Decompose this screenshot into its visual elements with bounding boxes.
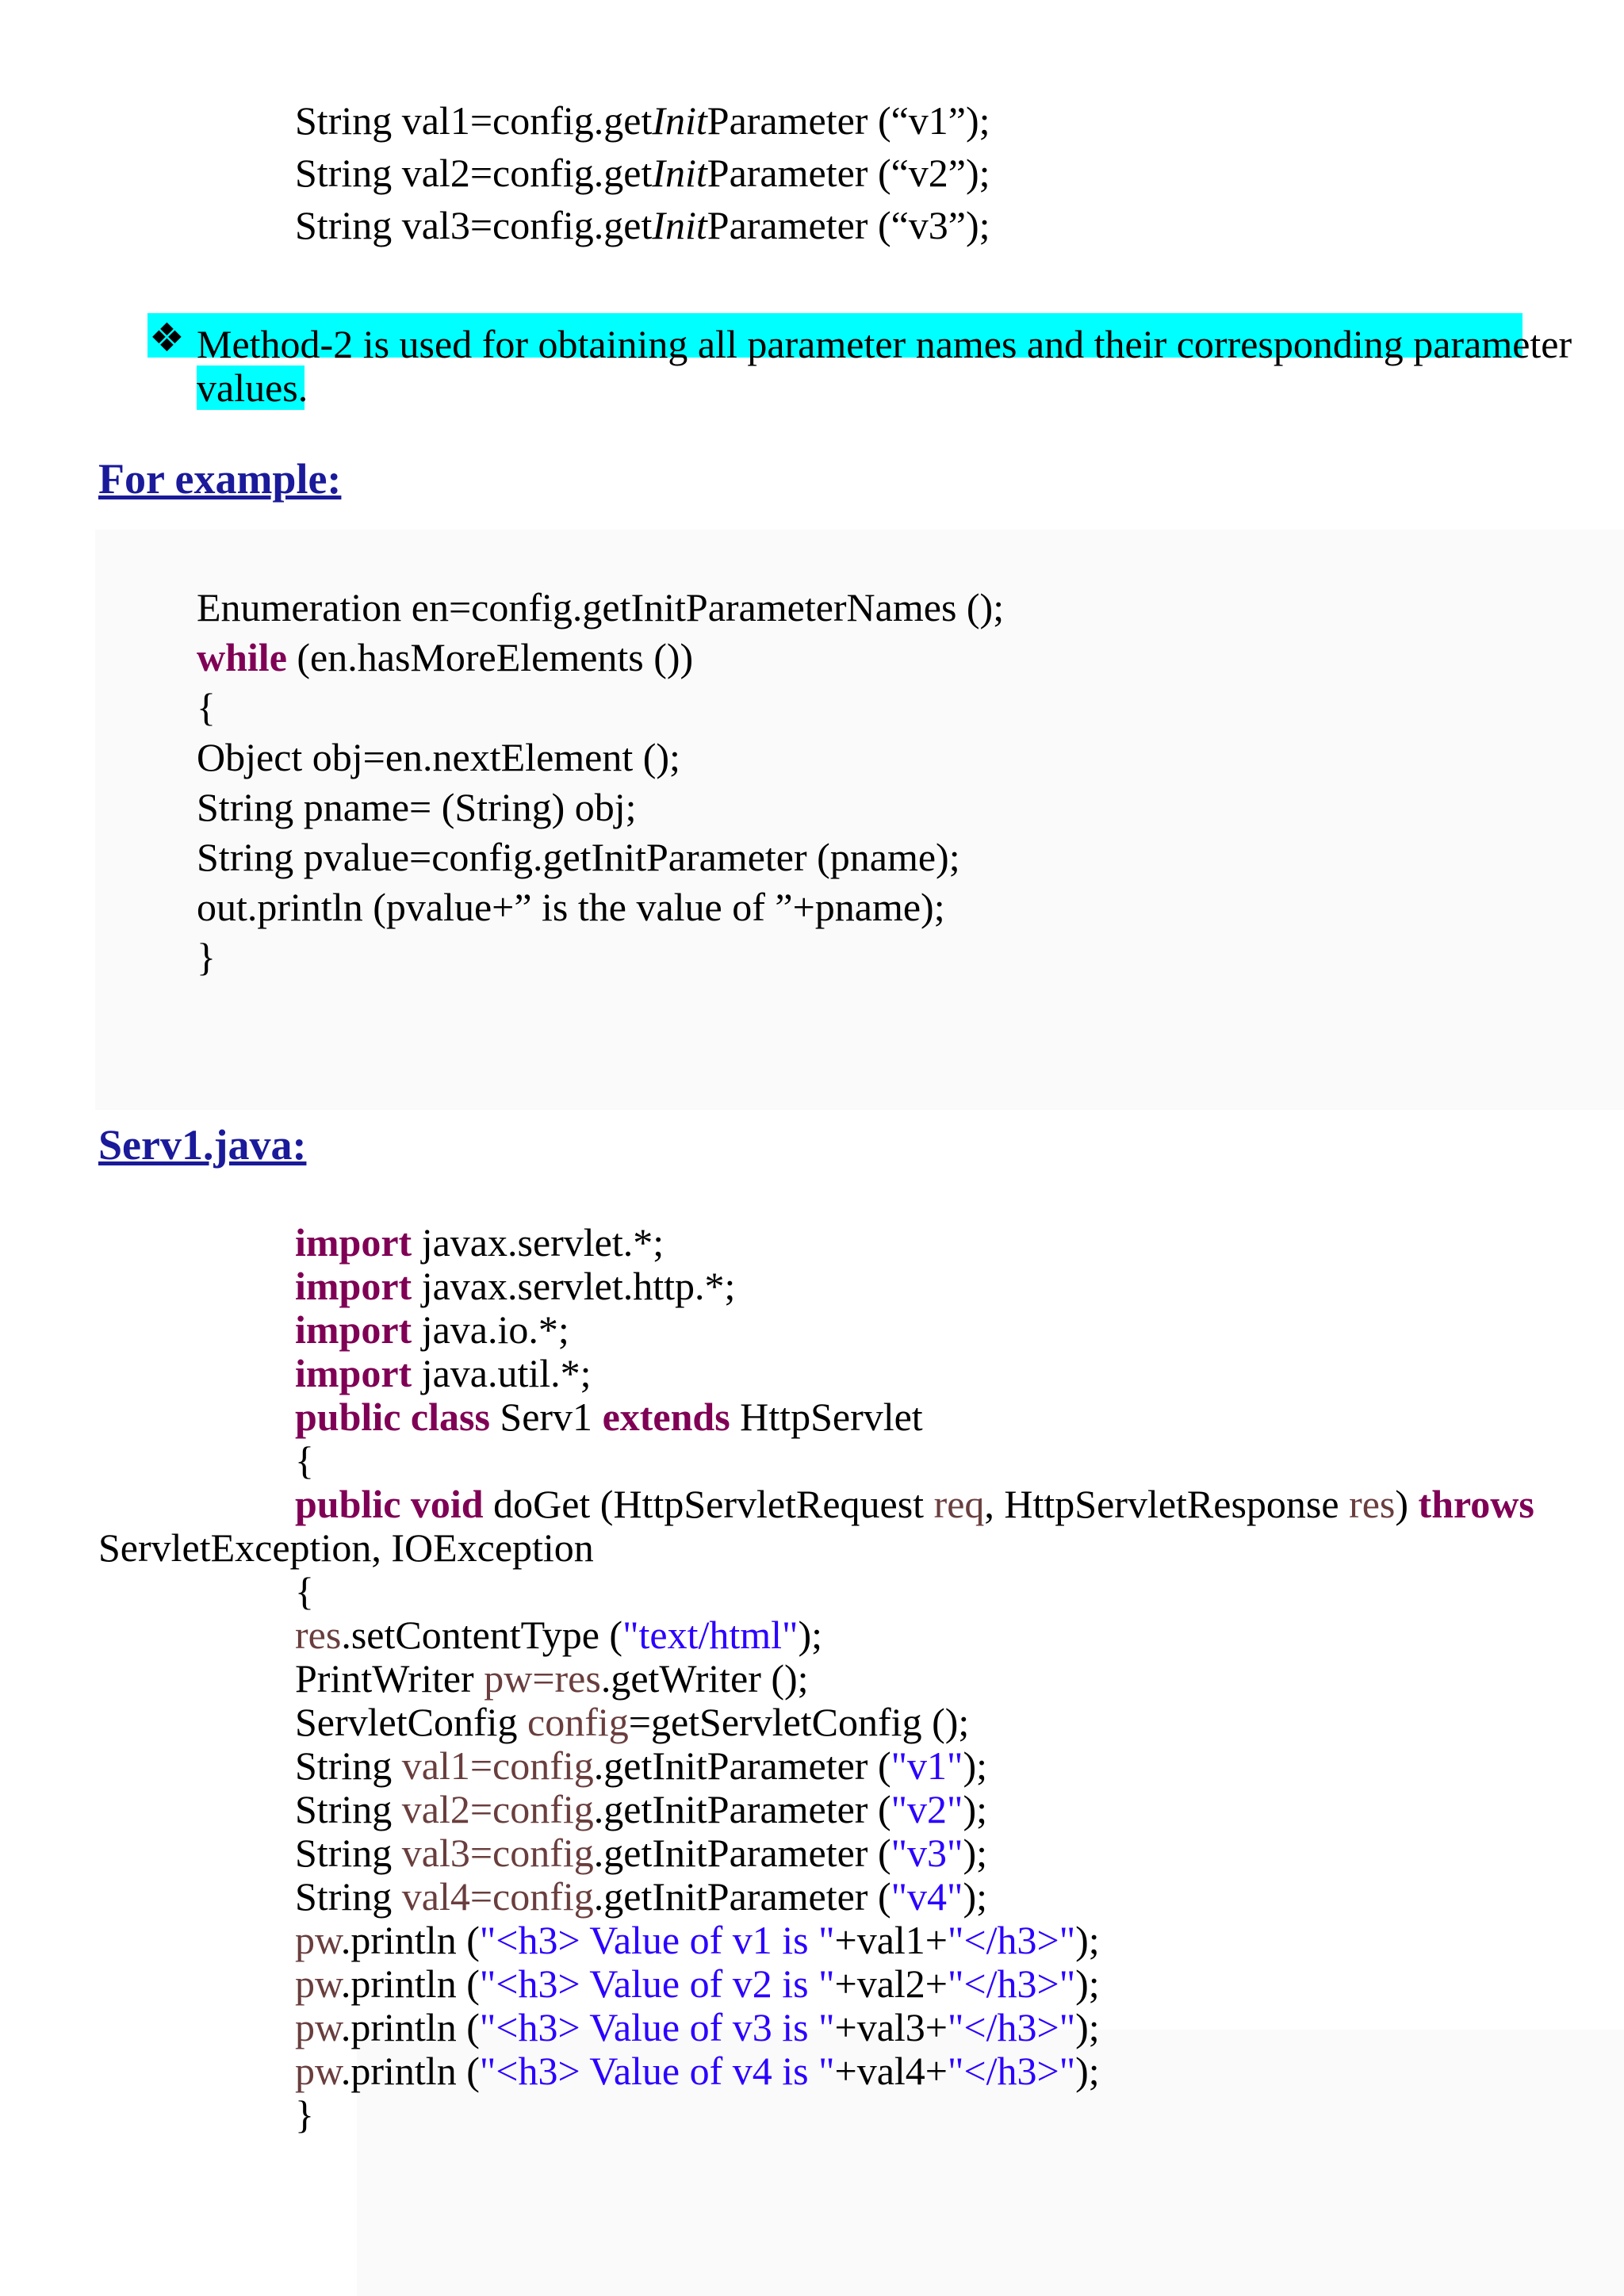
code-line: import javax.servlet.*; (295, 1220, 665, 1265)
code-line: { (295, 1569, 314, 1613)
code-line: } (295, 2092, 314, 2137)
code-line: } (197, 935, 216, 979)
bullet-text: Method-2 is used for obtaining all parameter names and their corresponding parameter (197, 322, 1572, 366)
code-line: String val2=config.getInitParameter (“v2”); (295, 151, 990, 195)
code-line: String val1=config.getInitParameter (“v1”); (295, 98, 990, 143)
code-line: pw.println ("<h3> Value of v2 is "+val2+"</h3>"); (295, 1961, 1100, 2006)
code-line: PrintWriter pw=res.getWriter (); (295, 1656, 809, 1701)
section-heading: Serv1.java: (98, 1121, 307, 1169)
code-line: Object obj=en.nextElement (); (197, 735, 680, 779)
code-line: String val1=config.getInitParameter ("v1"); (295, 1743, 987, 1788)
code-line: import java.io.*; (295, 1307, 569, 1352)
code-line: pw.println ("<h3> Value of v1 is "+val1+"</h3>"); (295, 1918, 1100, 1962)
code-line: pw.println ("<h3> Value of v3 is "+val3+"</h3>"); (295, 2005, 1100, 2049)
code-line: res.setContentType ("text/html"); (295, 1613, 822, 1657)
code-line: String pname= (String) obj; (197, 785, 637, 829)
code-line: ServletConfig config=getServletConfig (); (295, 1700, 970, 1744)
code-line: String val2=config.getInitParameter ("v2"); (295, 1787, 987, 1831)
bullet-text: values. (197, 365, 308, 410)
code-line: { (197, 685, 216, 729)
code-line: out.println (pvalue+” is the value of ”+pname); (197, 885, 945, 929)
code-line: pw.println ("<h3> Value of v4 is "+val4+"</h3>"); (295, 2049, 1100, 2093)
code-line: while (en.hasMoreElements ()) (197, 635, 694, 679)
code-line: String val4=config.getInitParameter ("v4"); (295, 1874, 987, 1919)
code-line: String val3=config.getInitParameter (“v3”); (295, 203, 990, 247)
code-line: public class Serv1 extends HttpServlet (295, 1395, 923, 1439)
code-line: { (295, 1438, 314, 1483)
code-line: String pvalue=config.getInitParameter (pname); (197, 835, 960, 879)
section-heading: For example: (98, 455, 342, 503)
code-line: public void doGet (HttpServletRequest req, HttpServletResponse res) throws (295, 1482, 1534, 1526)
code-line: import java.util.*; (295, 1351, 592, 1395)
code-line: String val3=config.getInitParameter ("v3"); (295, 1831, 987, 1875)
diamond-bullet-icon: ❖ (149, 315, 185, 361)
code-line: import javax.servlet.http.*; (295, 1264, 736, 1308)
code-line: ServletException, IOException (98, 1525, 594, 1570)
code-line: Enumeration en=config.getInitParameterNames (); (197, 585, 1005, 629)
